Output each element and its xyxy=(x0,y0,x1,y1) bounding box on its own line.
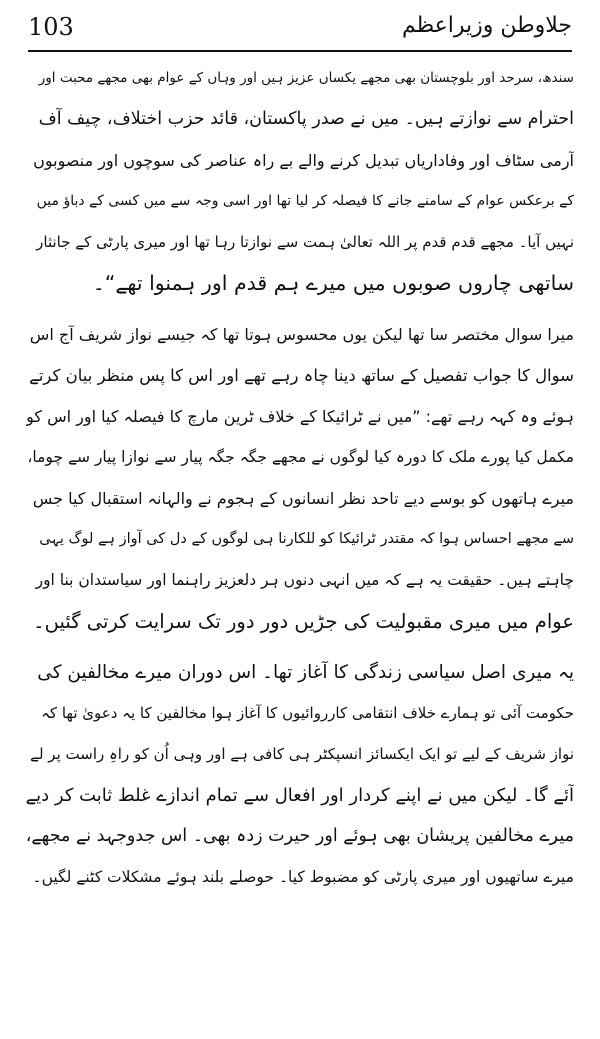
text-line: سوال کا جواب تفصیل کے ساتھ دینا چاہ رہے تھے اور اس کا پس منظر بیان کرتے xyxy=(29,366,574,385)
body-text xyxy=(26,58,574,898)
text-line: مکمل کیا پورے ملک کا دورہ کیا لوگوں نے مجھے جگہ جگہ پیار سے نوازا پیار سے چوما، xyxy=(27,448,574,466)
running-title: جلاوطن وزیراعظم xyxy=(401,13,572,38)
text-line: نہیں آیا۔ مجھے قدم قدم پر اللہ تعالیٰ ہمت سے نوازتا رہا تھا اور میری پارٹی کے جانثار xyxy=(36,233,574,251)
text-line: یہ میری اصل سیاسی زندگی کا آغاز تھا۔ اس دوران میرے مخالفین کی xyxy=(37,662,574,683)
text-line: احترام سے نوازتے ہیں۔ میں نے صدر پاکستان، قائد حزب اختلاف، چیف آف xyxy=(38,109,574,129)
text-line: ساتھی چاروں صوبوں میں میرے ہم قدم اور ہمنوا تھے“۔ xyxy=(92,271,574,295)
text-line: عوام میں میری مقبولیت کی جڑیں دور دور تک سرایت کرتی گئیں۔ xyxy=(33,610,574,633)
text-line: میرے مخالفین پریشان بھی ہوئے اور حیرت زدہ بھی۔ اس جدوجہد نے مجھے، xyxy=(26,826,574,846)
paragraph-1 xyxy=(26,58,574,304)
text-line: سندھ، سرحد اور بلوچستان بھی مجھے یکساں عزیز ہیں اور وہاں کے عوام بھی مجھے محبت اور xyxy=(38,70,574,86)
text-line: میرے ہاتھوں کو بوسے دیے تاحد نظر انسانوں کے ہجوم نے والہانہ استقبال کیا جس xyxy=(32,489,574,508)
page-header xyxy=(28,8,572,52)
text-line: چاہتے ہیں۔ حقیقت یہ ہے کہ میں انہی دنوں ہر دلعزیز راہنما اور سیاستدان بنا اور xyxy=(35,571,574,589)
text-line: کے برعکس عوام کے سامنے جانے کا فیصلہ کر لیا تھا اور اسی وجہ سے میں کسی کے دباؤ میں xyxy=(36,193,574,209)
text-line: سے مجھے احساس ہوا کہ مقتدر ٹرائیکا کو للکارنا ہی لوگوں کے دل کی آواز ہے لوگ یہی xyxy=(39,531,574,547)
paragraph-2 xyxy=(26,314,574,642)
paragraph-3 xyxy=(26,652,574,898)
text-line: ہوئے وہ کہہ رہے تھے: ”میں نے ٹرائیکا کے خلاف ٹرین مارچ کا فیصلہ کیا اور اس کو xyxy=(26,407,574,426)
page-number: 103 xyxy=(28,13,74,41)
text-line: آرمی سٹاف اور وفاداریاں تبدیل کرنے والے بے راہ عناصر کی سوچوں اور منصوبوں xyxy=(33,151,574,170)
text-line: میرے ساتھیوں اور میری پارٹی کو مضبوط کیا۔ حوصلے بلند ہوئے مشکلات کٹنے لگیں۔ xyxy=(32,868,574,886)
text-line: میرا سوال مختصر سا تھا لیکن یوں محسوس ہوتا تھا کہ جیسے نواز شریف آج اس xyxy=(29,325,574,344)
text-line: حکومت آئی تو ہمارے خلاف انتقامی کارروائیوں کا آغاز ہوا مخالفین کا یہ دعویٰ تھا کہ xyxy=(41,704,574,722)
text-line: نواز شریف کے لیے تو ایک ایکسائز انسپکٹر ہی کافی ہے اور وہی اُن کو راہِ راست پر لے xyxy=(30,745,574,763)
text-line: آئے گا۔ لیکن میں نے اپنے کردار اور افعال سے تمام اندازے غلط ثابت کر دیے xyxy=(26,785,574,806)
